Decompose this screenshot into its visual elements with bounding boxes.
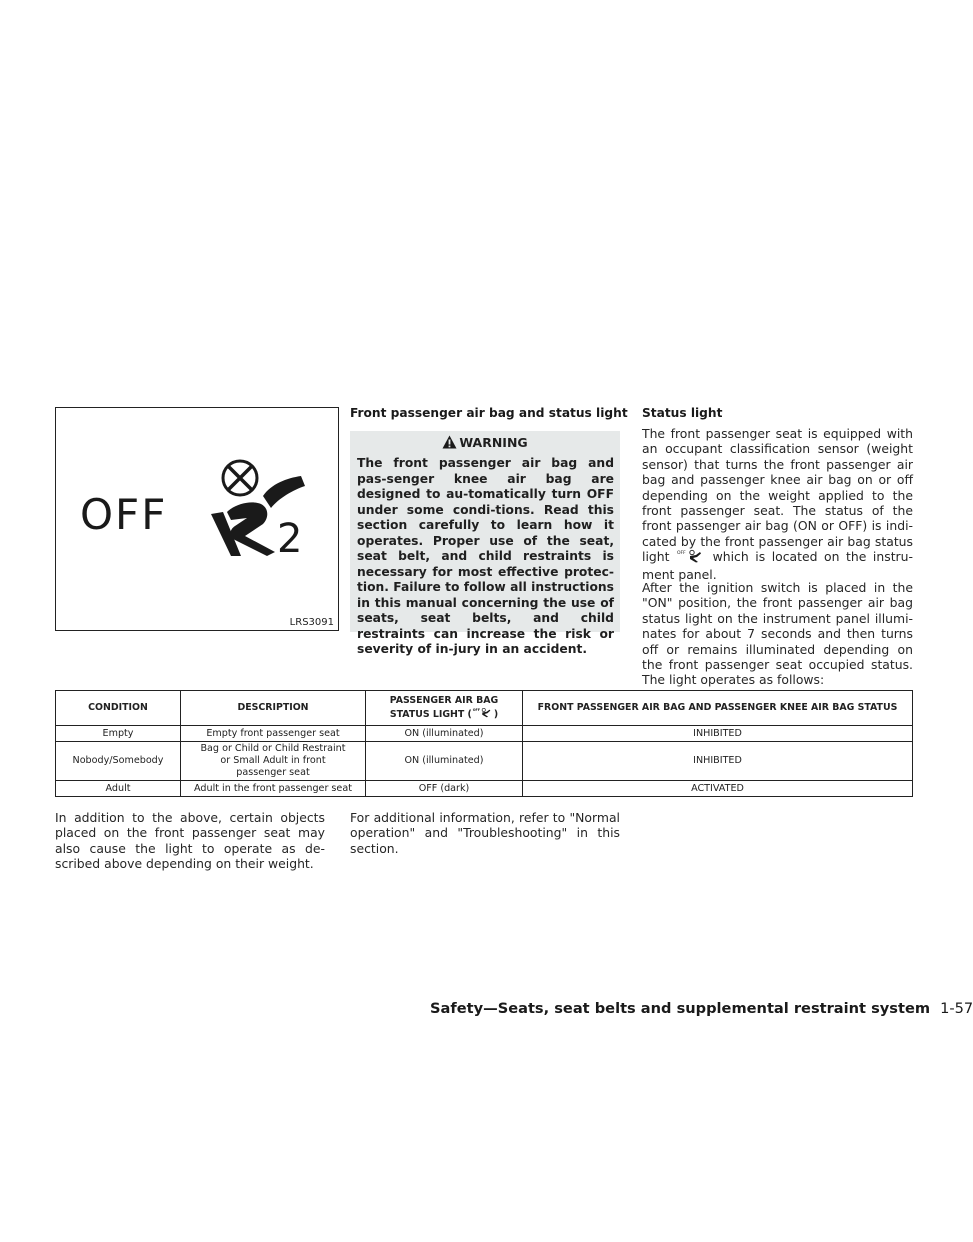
airbag-off-inline-icon	[676, 549, 706, 566]
airbag-off-inline-icon-text: OFF	[677, 551, 686, 557]
status-light-text-b: which is located on the instru-ment panel.	[642, 549, 913, 582]
table-row	[56, 726, 913, 742]
figure-off-text: OFF	[80, 490, 168, 539]
status-light-paragraph	[642, 426, 913, 582]
cell-status: ACTIVATED	[523, 781, 913, 797]
status-table	[55, 690, 913, 797]
warning-title	[350, 435, 620, 450]
cell-light: ON (illuminated)	[366, 742, 523, 781]
header-airbag-status: FRONT PASSENGER AIR BAG AND PASSENGER KNEE AIR BAG STATUS	[523, 691, 913, 726]
header-light-close: )	[493, 709, 499, 720]
table-header-row	[56, 691, 913, 726]
table-row	[56, 742, 913, 781]
header-condition: CONDITION	[56, 691, 181, 726]
cell-description: Empty front passenger seat	[181, 726, 366, 742]
status-light-text-a: The front passenger seat is equipped with an occupant classification sensor (weight sensor) that turns the front passenger air bag and passenger knee air bag on or off depending on the weight applied to the front passenger seat. The status of the front passenger air bag (ON or OFF) is indi-cated by the front passenger air bag status light	[642, 426, 913, 565]
cell-description: Bag or Child or Child Restraint or Small Adult in front passenger seat	[181, 742, 366, 781]
cell-description: Adult in the front passenger seat	[181, 781, 366, 797]
warning-box	[350, 431, 620, 656]
cell-light: ON (illuminated)	[366, 726, 523, 742]
airbag-off-table-icon-text: OFF	[472, 708, 480, 713]
cell-condition: Adult	[56, 781, 181, 797]
status-light-heading: Status light	[642, 406, 723, 420]
warning-text: The front passenger air bag and pas-senger knee air bag are designed to au-tomatically turn OFF under some condi-tions. Read this section carefully to learn how it operates. Proper use of the seat, seat belt, and child restraints is necessary for most effective protec-tion. Failure to follow all instructions in this manual concerning the use of seats, seat belts, and child restraints can increase the risk or severity of in-jury in an accident.	[357, 456, 614, 656]
table-row	[56, 781, 913, 797]
cell-condition: Nobody/Somebody	[56, 742, 181, 781]
cell-condition: Empty	[56, 726, 181, 742]
header-light-line1: PASSENGER AIR BAG	[389, 695, 499, 706]
additional-info-paragraph: For additional information, refer to "Normal operation" and "Troubleshooting" in this section.	[350, 810, 620, 856]
cell-status: INHIBITED	[523, 742, 913, 781]
footer-title: Safety—Seats, seat belts and supplemental restraint system	[430, 1000, 931, 1017]
section-heading: Front passenger air bag and status light	[350, 406, 628, 420]
warning-triangle-icon	[442, 435, 457, 449]
passenger-airbag-icon	[201, 456, 331, 566]
ignition-paragraph: After the ignition switch is placed in the "ON" position, the front passenger air bag status light on the instrument panel illumi-nates for about 7 seconds and then turns off or remains illuminated depending on the front passenger seat occupied status. The light operates as follows:	[642, 580, 913, 688]
objects-paragraph: In addition to the above, certain objects placed on the front passenger seat may also cause the light to operate as de-scribed above depending on their weight.	[55, 810, 325, 872]
cell-status: INHIBITED	[523, 726, 913, 742]
airbag-status-figure	[55, 407, 339, 631]
header-status-light	[366, 691, 523, 726]
page-number: 1-57	[940, 1000, 973, 1017]
header-description: DESCRIPTION	[181, 691, 366, 726]
header-light-line2: STATUS LIGHT (	[389, 709, 472, 720]
figure-seat-number: 2	[277, 516, 303, 562]
airbag-off-table-icon	[472, 707, 494, 718]
cell-light: OFF (dark)	[366, 781, 523, 797]
page-footer	[430, 1000, 973, 1017]
warning-title-text: WARNING	[459, 435, 528, 450]
figure-label: LRS3091	[289, 617, 334, 628]
